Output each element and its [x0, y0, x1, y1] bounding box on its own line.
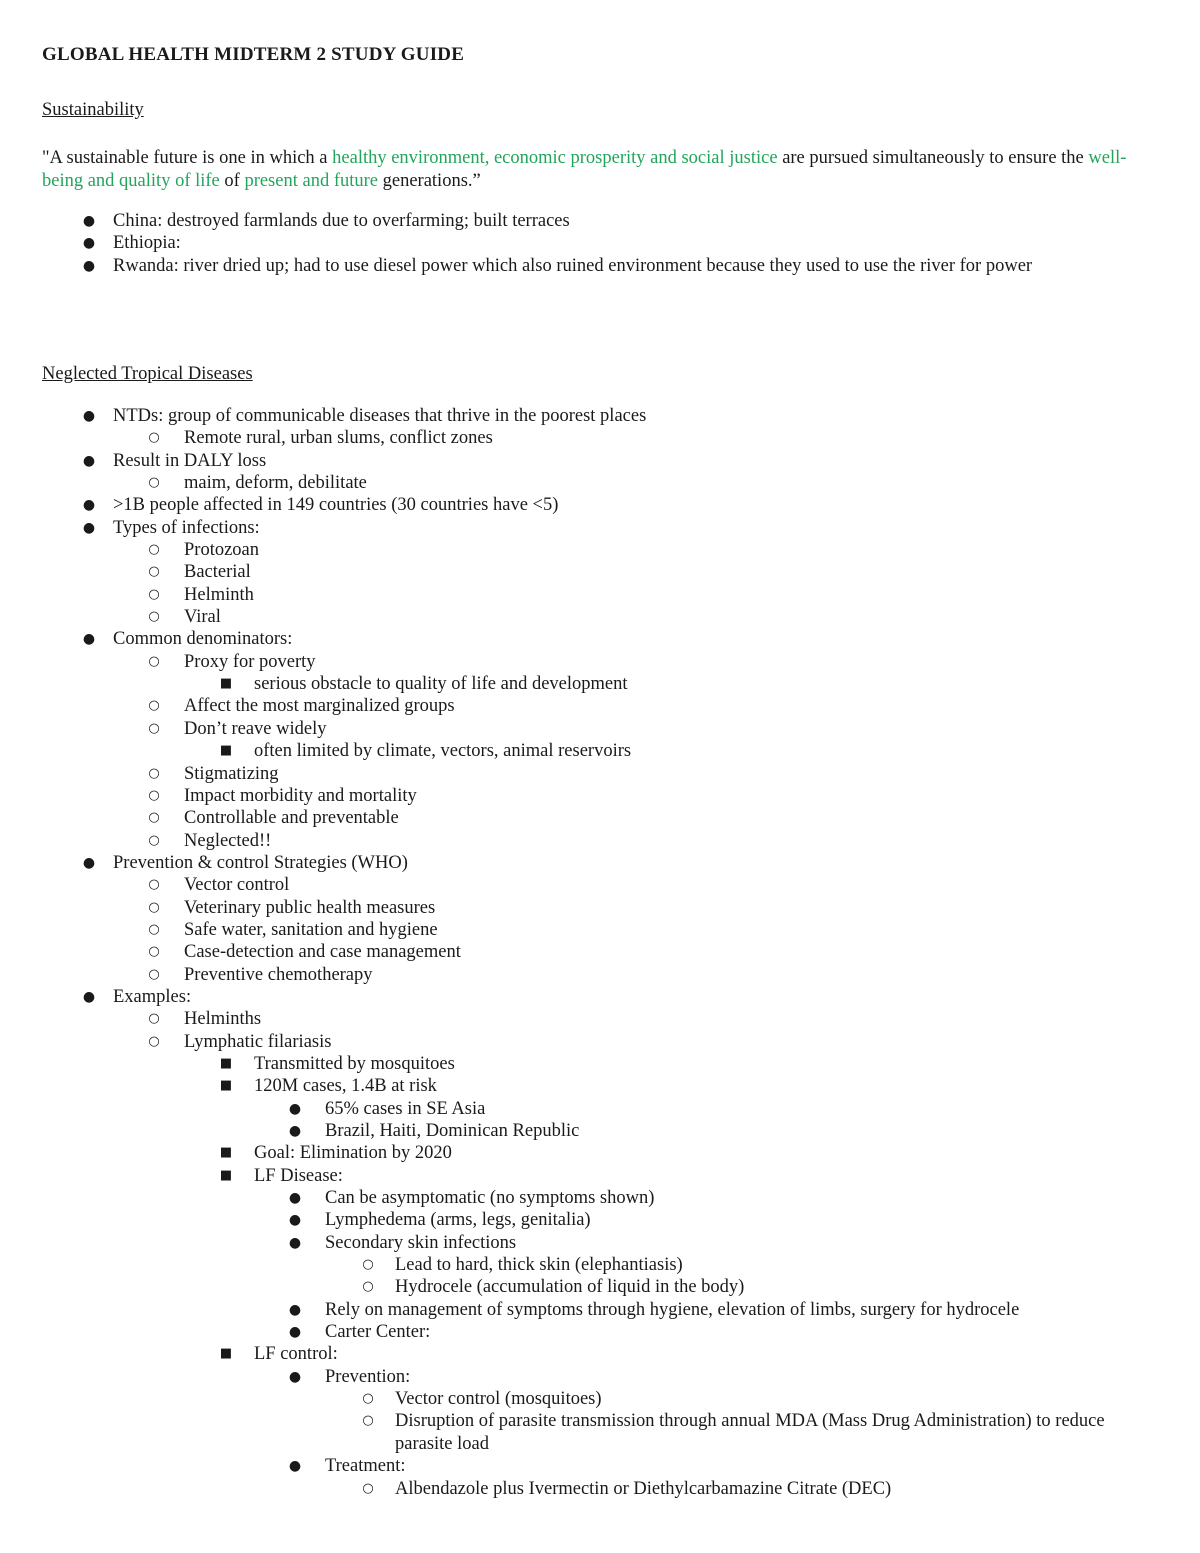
list-item-text: Viral: [184, 607, 221, 628]
circle-bullet-icon: ○: [362, 1257, 374, 1273]
list-item-text: >1B people affected in 149 countries (30 countries have <5): [113, 495, 559, 516]
list-item: [0, 427, 1200, 449]
list-item: [0, 807, 1200, 829]
quote-text: of: [219, 171, 245, 191]
list-item: [0, 740, 1200, 762]
list-item-text: LF Disease:: [254, 1165, 343, 1186]
quote-text: "A sustainable future is one in which a: [42, 148, 333, 168]
disc-bullet-icon: ●: [82, 408, 96, 424]
list-item-text: Don’t reave widely: [184, 718, 327, 739]
disc-bullet-icon: ●: [288, 1212, 302, 1229]
circle-bullet-icon: ○: [148, 720, 160, 736]
list-item-text: Albendazole plus Ivermectin or Diethylcarbamazine Citrate (DEC): [395, 1478, 892, 1499]
disc-bullet-icon: ●: [82, 213, 96, 229]
list-item-text: Vector control (mosquitoes): [395, 1389, 602, 1410]
ntd-list: [0, 405, 1200, 1500]
list-item: [0, 1232, 1200, 1254]
list-item-text: Lymphatic filariasis: [184, 1031, 332, 1052]
list-item: [0, 718, 1200, 740]
circle-bullet-icon: ○: [148, 609, 160, 625]
list-item: [0, 986, 1200, 1008]
list-item: [0, 964, 1200, 986]
list-item: [0, 1053, 1200, 1075]
disc-bullet-icon: ●: [82, 519, 96, 536]
disc-bullet-icon: ●: [82, 497, 96, 514]
list-item-text: serious obstacle to quality of life and development: [254, 674, 628, 695]
list-item: [0, 897, 1200, 919]
list-item: [0, 785, 1200, 807]
disc-bullet-icon: ●: [82, 988, 96, 1005]
list-item: [0, 1031, 1200, 1053]
disc-bullet-icon: ●: [288, 1123, 302, 1139]
circle-bullet-icon: ○: [148, 877, 160, 893]
list-item-text: Lead to hard, thick skin (elephantiasis): [395, 1255, 683, 1276]
circle-bullet-icon: ○: [148, 698, 160, 714]
list-item-text: Preventive chemotherapy: [184, 964, 373, 985]
disc-bullet-icon: ●: [288, 1368, 302, 1385]
list-item: [0, 651, 1200, 673]
list-item: [0, 1321, 1200, 1343]
circle-bullet-icon: ○: [148, 944, 160, 960]
list-item-text: Bacterial: [184, 562, 251, 583]
list-item: [0, 830, 1200, 852]
document-title: GLOBAL HEALTH MIDTERM 2 STUDY GUIDE: [42, 44, 465, 65]
list-item-text: 120M cases, 1.4B at risk: [254, 1076, 437, 1097]
list-item: [0, 1075, 1200, 1097]
disc-bullet-icon: ●: [82, 235, 96, 252]
list-item-text: Result in DALY loss: [113, 450, 267, 471]
list-item-text: Helminth: [184, 584, 254, 605]
list-item: [0, 1120, 1200, 1142]
list-item-text: Prevention:: [325, 1366, 411, 1387]
list-item: [0, 1388, 1200, 1410]
list-item: [0, 1254, 1200, 1276]
circle-bullet-icon: ○: [148, 564, 160, 580]
quote-highlight: healthy environment, economic prosperity and social justice: [332, 148, 778, 168]
disc-bullet-icon: ●: [82, 631, 96, 648]
list-item: [0, 539, 1200, 561]
square-bullet-icon: ■: [219, 1055, 233, 1071]
disc-bullet-icon: ●: [288, 1301, 302, 1318]
list-item: [0, 606, 1200, 628]
list-item: [0, 232, 1200, 254]
list-item-text: Prevention & control Strategies (WHO): [113, 852, 408, 873]
list-item: [0, 405, 1200, 427]
list-item-text: Case-detection and case management: [184, 942, 461, 963]
circle-bullet-icon: ○: [148, 653, 160, 669]
circle-bullet-icon: ○: [148, 899, 160, 915]
circle-bullet-icon: ○: [362, 1279, 374, 1295]
list-item-text: Treatment:: [325, 1456, 406, 1477]
list-item-text: Stigmatizing: [184, 763, 279, 784]
list-item-text: Common denominators:: [113, 629, 293, 650]
list-item-text: often limited by climate, vectors, animal reservoirs: [254, 741, 632, 762]
section-heading-ntd: Neglected Tropical Diseases: [42, 364, 253, 384]
circle-bullet-icon: ○: [148, 1033, 160, 1049]
list-item-text: LF control:: [254, 1344, 338, 1365]
list-item-text: Transmitted by mosquitoes: [254, 1053, 455, 1074]
circle-bullet-icon: ○: [362, 1480, 374, 1496]
quote-highlight: present and future: [244, 171, 378, 191]
disc-bullet-icon: ●: [82, 257, 96, 274]
list-item-text: Affect the most marginalized groups: [184, 696, 455, 717]
list-item-text: NTDs: group of communicable diseases that thrive in the poorest places: [113, 406, 647, 426]
circle-bullet-icon: ○: [148, 787, 160, 803]
circle-bullet-icon: ○: [148, 966, 160, 982]
list-item: [0, 1299, 1200, 1321]
circle-bullet-icon: ○: [362, 1413, 374, 1429]
disc-bullet-icon: ●: [288, 1190, 302, 1207]
square-bullet-icon: ■: [219, 1346, 233, 1362]
list-item: [0, 584, 1200, 606]
circle-bullet-icon: ○: [148, 542, 160, 558]
list-item: [0, 941, 1200, 963]
circle-bullet-icon: ○: [148, 1011, 160, 1027]
list-item-text: Safe water, sanitation and hygiene: [184, 919, 438, 940]
square-bullet-icon: ■: [219, 1167, 233, 1183]
list-item: [0, 210, 1200, 232]
list-item-text: Impact morbidity and mortality: [184, 785, 417, 806]
list-item-text: Rwanda: river dried up; had to use diesel power which also ruined environment because they used to use the river for power: [113, 255, 1033, 276]
list-item-text: Secondary skin infections: [325, 1232, 517, 1253]
list-item: [0, 1142, 1200, 1164]
circle-bullet-icon: ○: [362, 1391, 374, 1407]
list-item-text: 65% cases in SE Asia: [325, 1098, 486, 1119]
list-item-text: Can be asymptomatic (no symptoms shown): [325, 1188, 655, 1209]
list-item-text: Hydrocele (accumulation of liquid in the body): [395, 1277, 745, 1298]
list-item: [0, 673, 1200, 695]
disc-bullet-icon: ●: [288, 1100, 302, 1117]
list-item-text: Examples:: [113, 986, 192, 1007]
list-item: [0, 450, 1200, 472]
circle-bullet-icon: ○: [148, 475, 160, 491]
list-item: [0, 255, 1200, 277]
quote-highlight: well-being and quality of life: [42, 148, 1127, 191]
square-bullet-icon: ■: [219, 676, 233, 692]
circle-bullet-icon: ○: [148, 810, 160, 826]
list-item-text: Proxy for poverty: [184, 651, 316, 672]
list-item: [0, 494, 1200, 516]
list-item: [0, 517, 1200, 539]
list-item-text: Disruption of parasite transmission through annual MDA (Mass Drug Administration) to reduce parasite load: [395, 1411, 1105, 1454]
list-item: [0, 1276, 1200, 1298]
list-item: [0, 1410, 1200, 1455]
list-item-text: Ethiopia:: [113, 233, 181, 254]
list-item-text: Neglected!!: [184, 830, 272, 851]
quote-text: are pursued simultaneously to ensure the: [777, 148, 1089, 168]
section-heading-sustainability: Sustainability: [42, 100, 144, 120]
list-item: [0, 1209, 1200, 1231]
list-item-text: Types of infections:: [113, 517, 260, 538]
list-item-text: Helminths: [184, 1009, 262, 1030]
circle-bullet-icon: ○: [148, 832, 160, 848]
list-item: [0, 763, 1200, 785]
quote-text: generations.”: [378, 171, 481, 191]
disc-bullet-icon: ●: [288, 1324, 302, 1341]
list-item-text: Veterinary public health measures: [184, 897, 436, 918]
list-item: [0, 1008, 1200, 1030]
list-item: [0, 1478, 1200, 1500]
circle-bullet-icon: ○: [148, 586, 160, 602]
list-item: [0, 852, 1200, 874]
list-item-text: Controllable and preventable: [184, 808, 399, 829]
list-item: [0, 628, 1200, 650]
list-item-text: Brazil, Haiti, Dominican Republic: [325, 1121, 580, 1141]
list-item-text: Vector control: [184, 875, 290, 896]
list-item-text: China: destroyed farmlands due to overfarming; built terraces: [113, 211, 570, 231]
list-item: [0, 472, 1200, 494]
disc-bullet-icon: ●: [288, 1234, 302, 1251]
disc-bullet-icon: ●: [82, 452, 96, 469]
list-item-text: maim, deform, debilitate: [184, 473, 367, 494]
list-item-text: Goal: Elimination by 2020: [254, 1143, 452, 1164]
list-item: [0, 919, 1200, 941]
list-item-text: Carter Center:: [325, 1322, 431, 1343]
list-item-text: Protozoan: [184, 540, 260, 561]
disc-bullet-icon: ●: [82, 854, 96, 871]
list-item-text: Lymphedema (arms, legs, genitalia): [325, 1210, 591, 1231]
list-item: [0, 1343, 1200, 1365]
list-item: [0, 874, 1200, 896]
circle-bullet-icon: ○: [148, 921, 160, 937]
disc-bullet-icon: ●: [288, 1458, 302, 1475]
circle-bullet-icon: ○: [148, 765, 160, 781]
list-item: [0, 1187, 1200, 1209]
list-item: [0, 1366, 1200, 1388]
list-item: [0, 695, 1200, 717]
square-bullet-icon: ■: [219, 743, 233, 759]
sustainability-list: [0, 210, 1200, 277]
list-item-text: Rely on management of symptoms through hygiene, elevation of limbs, surgery for hydrocele: [325, 1299, 1020, 1320]
list-item-text: Remote rural, urban slums, conflict zones: [184, 428, 493, 449]
circle-bullet-icon: ○: [148, 430, 160, 446]
square-bullet-icon: ■: [219, 1078, 233, 1094]
list-item: [0, 1165, 1200, 1187]
list-item: [0, 1455, 1200, 1477]
list-item: [0, 1098, 1200, 1120]
sustainability-quote: [42, 147, 1162, 193]
list-item: [0, 561, 1200, 583]
square-bullet-icon: ■: [219, 1145, 233, 1161]
